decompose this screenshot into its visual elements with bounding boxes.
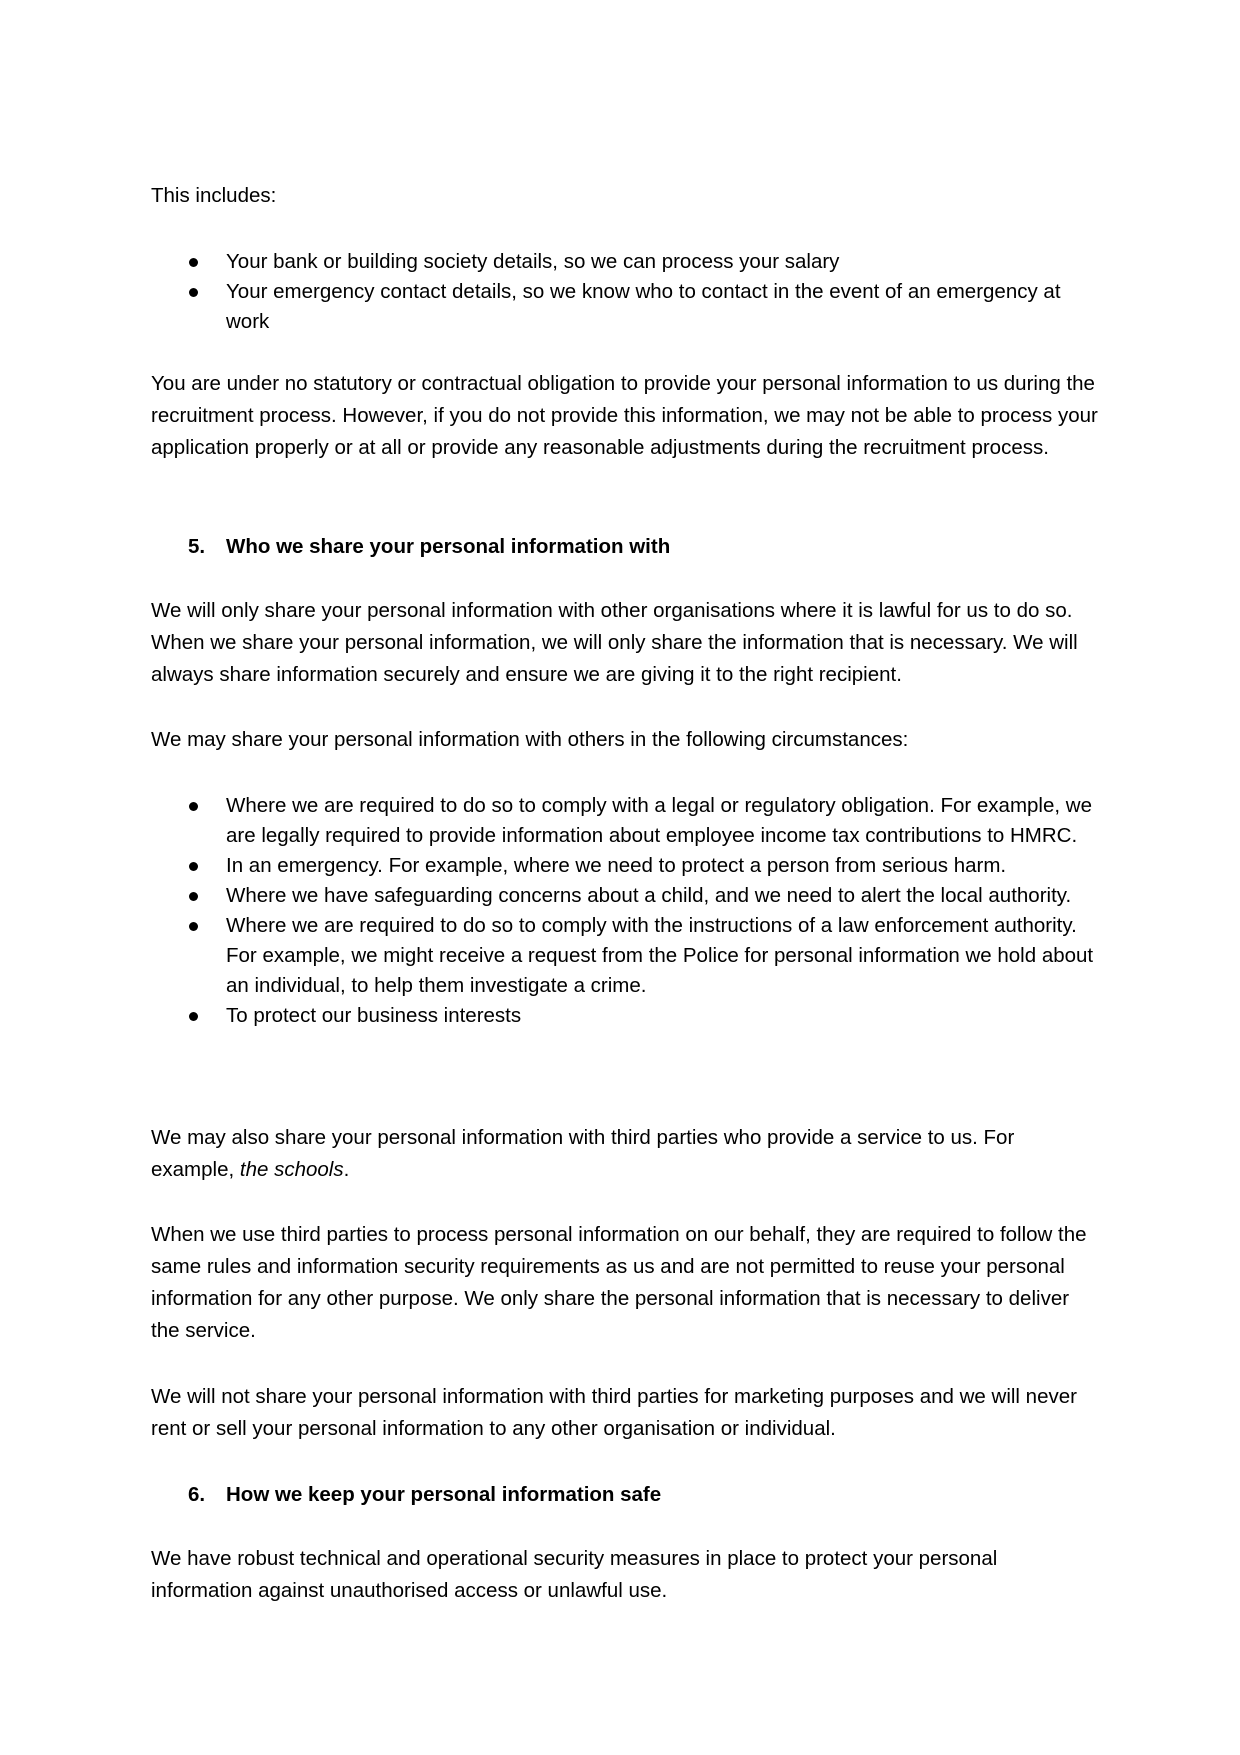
bullet-icon: [189, 862, 198, 871]
section-number: 6.: [188, 1483, 206, 1506]
section-5-paragraph-5: We will not share your personal information with third parties for marketing purposes and we will never rent or sell your personal information to any other organisation or individual.: [151, 1385, 1077, 1440]
section-number: 5.: [188, 535, 206, 558]
list-item: [151, 247, 1101, 277]
list-item-text: In an emergency. For example, where we need to protect a person from serious harm.: [226, 854, 1007, 877]
section-5-paragraph-1: We will only share your personal information with other organisations where it is lawful for us to do so. When we share your personal information, we will only share the information that is necessary. We will always share information securely and ensure we are giving it to the right recipient.: [151, 599, 1078, 686]
list-item: [151, 911, 1101, 1001]
section-title: Who we share your personal information with: [226, 535, 671, 558]
list-item: [151, 277, 1101, 337]
list-item: [151, 881, 1101, 911]
bullet-icon: [189, 258, 198, 267]
list-item-text: To protect our business interests: [226, 1004, 522, 1027]
list-item-text: Where we are required to do so to comply with the instructions of a law enforcement authority. For example, we might receive a request from the Police for personal information we hold about an individual, to help them investigate a crime.: [226, 914, 1094, 997]
paragraph-text: We may also share your personal information with third parties who provide a service to us. For example,: [151, 1126, 1015, 1181]
list-item: [151, 791, 1101, 851]
bullet-icon: [189, 802, 198, 811]
list-item: [151, 1001, 1101, 1031]
includes-intro: This includes:: [151, 184, 277, 207]
bullet-icon: [189, 1012, 198, 1021]
section-title: How we keep your personal information safe: [226, 1483, 662, 1506]
section-5-paragraph-2: We may share your personal information with others in the following circumstances:: [151, 728, 909, 751]
bullet-icon: [189, 922, 198, 931]
list-item-text: Your bank or building society details, so we can process your salary: [226, 250, 840, 273]
paragraph-text-end: .: [343, 1158, 350, 1181]
bullet-icon: [189, 892, 198, 901]
emphasis-text: the schools: [239, 1158, 344, 1181]
obligation-paragraph: You are under no statutory or contractual obligation to provide your personal information to us during the recruitment process. However, if you do not provide this information, we may not be able to process your application properly or at all or provide any reasonable adjustments during the recruitment process.: [151, 372, 1098, 459]
list-item: [151, 851, 1101, 881]
bullet-icon: [189, 288, 198, 297]
section-6-heading: [151, 1479, 1101, 1511]
list-item-text: Where we have safeguarding concerns about a child, and we need to alert the local authority.: [226, 884, 1072, 907]
list-item-text: Where we are required to do so to comply with a legal or regulatory obligation. For example, we are legally required to provide information about employee income tax contributions to HMRC.: [226, 794, 1092, 847]
section-5-heading: [151, 531, 1101, 563]
circumstances-list: [151, 791, 1101, 1031]
section-5-paragraph-4: When we use third parties to process personal information on our behalf, they are required to follow the same rules and information security requirements as us and are not permitted to reuse your personal information for any other purpose. We only share the personal information that is necessary to deliver the service.: [151, 1223, 1087, 1342]
list-item-text: Your emergency contact details, so we know who to contact in the event of an emergency at work: [226, 280, 1061, 333]
section-5-paragraph-3: [151, 1122, 1101, 1186]
section-6-paragraph-1: We have robust technical and operational security measures in place to protect your personal information against unauthorised access or unlawful use.: [151, 1547, 998, 1602]
includes-list: [151, 247, 1101, 337]
